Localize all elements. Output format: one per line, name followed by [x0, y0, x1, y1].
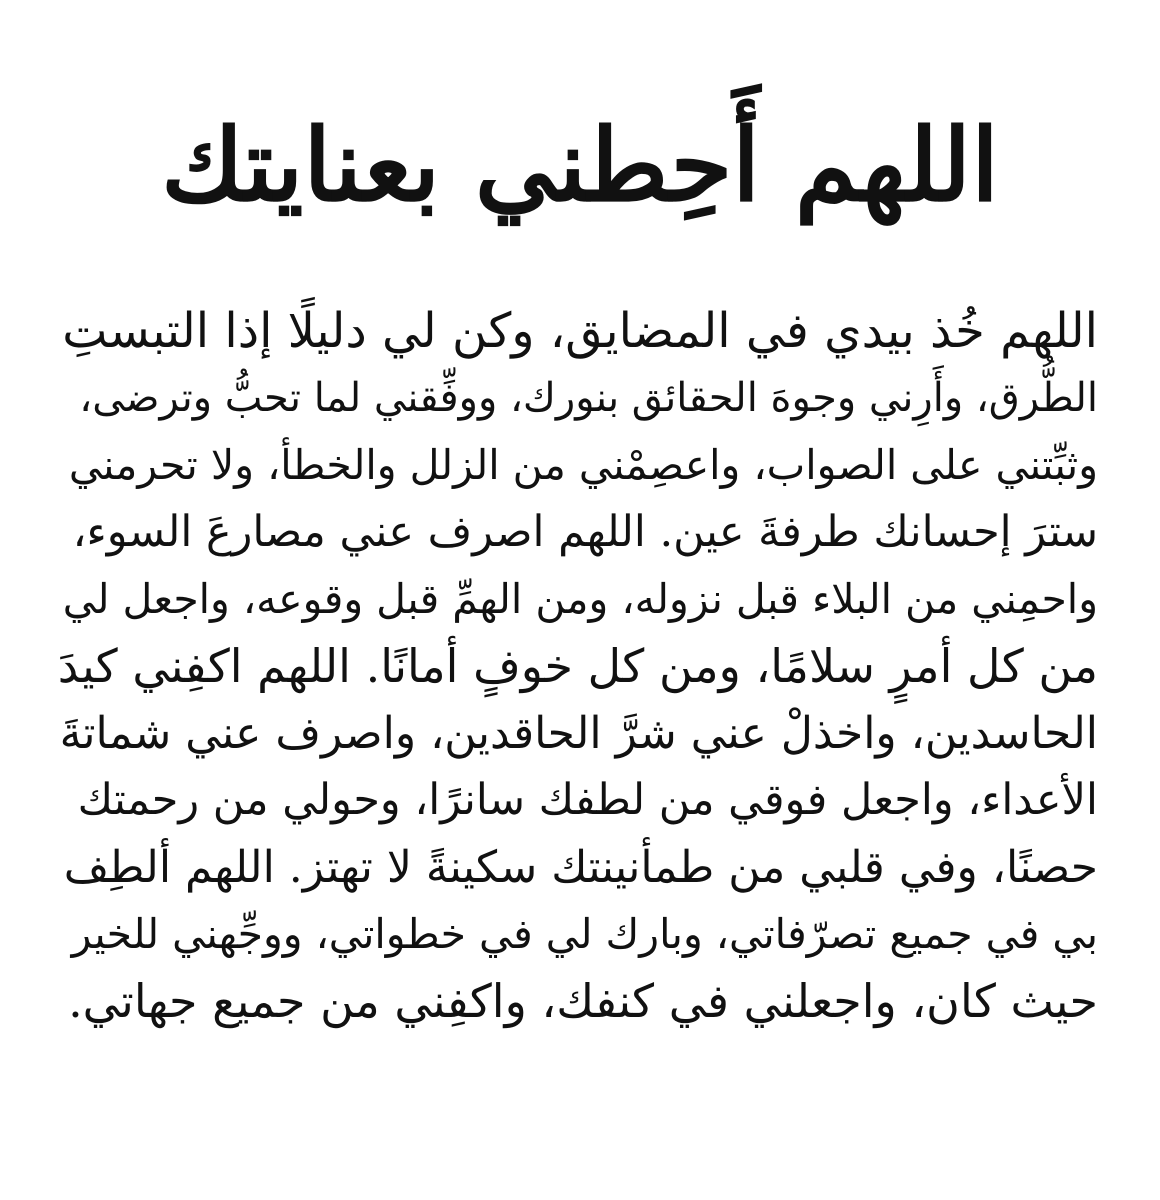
body-line: الأعداء، واجعل فوقي من لطفك سانرًا، وحولي من رحمتك — [77, 775, 1098, 825]
prayer-body — [58, 298, 1098, 1035]
page-title: اللهم أَحِطني بعنايتك — [161, 106, 999, 224]
body-line: حيث كان، واجعلني في كنفك، واكفِني من جميع جهاتي. — [68, 974, 1098, 1028]
body-line: الطُّرق، وأَرِني وجوهَ الحقائق بنورك، ووفِّقني لما تحبُّ وترضى، — [79, 375, 1098, 421]
body-line: واحمِني من البلاء قبل نزوله، ومن الهمِّ قبل وقوعه، واجعل لي — [62, 575, 1098, 623]
body-line: من كل أمرٍ سلامًا، ومن كل خوفٍ أمانًا. اللهم اكفِني كيدَ — [57, 639, 1098, 693]
body-line: بي في جميع تصرّفاتي، وبارك لي في خطواتي، ووجِّهني للخير — [71, 910, 1098, 958]
body-line: الحاسدين، واخذلْ عني شرَّ الحاقدين، واصرف عني شماتةَ — [59, 708, 1098, 759]
body-line: اللهم خُذ بيدي في المضايق، وكن لي دليلًا إذا التبستِ — [62, 303, 1098, 359]
body-line: سترَ إحسانك طرفةَ عين. اللهم اصرف عني مصارعَ السوء، — [72, 507, 1098, 557]
body-line: وثبِّتني على الصواب، واعصِمْني من الزلل والخطأ، ولا تحرمني — [68, 441, 1098, 489]
body-line: حصنًا، وفي قلبي من طمأنينتك سكينةً لا تهتز. اللهم ألطِف — [63, 842, 1098, 893]
